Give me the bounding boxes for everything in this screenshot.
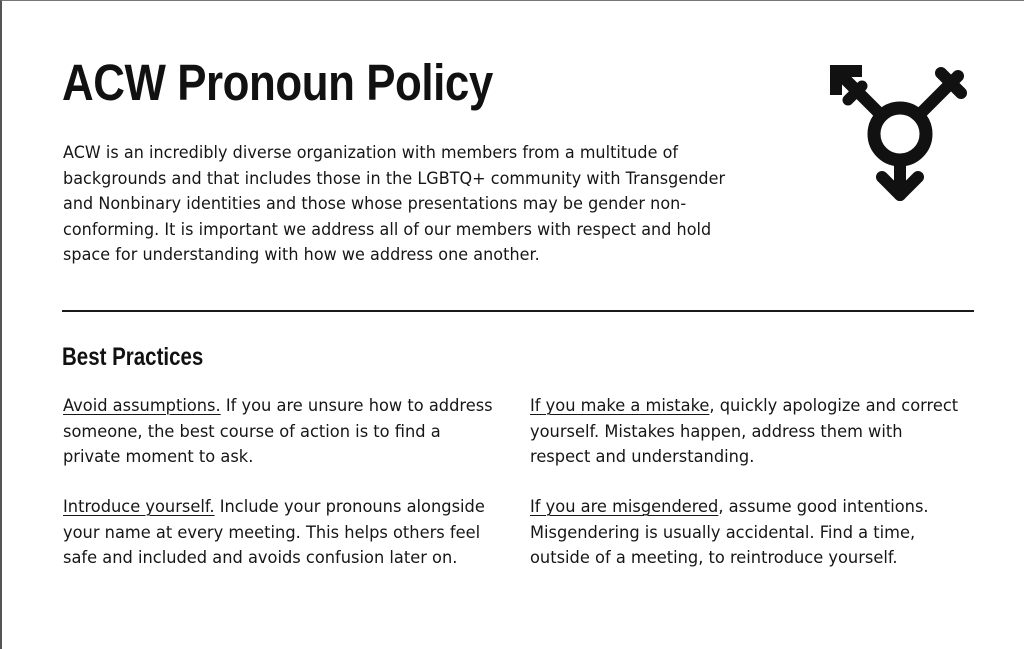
- practice-body: If you are unsure how to address someone, the best course of action is to find a private moment to ask.: [63, 396, 493, 467]
- practice-introduce-yourself: [63, 495, 502, 572]
- practice-lead: Introduce yourself.: [63, 497, 215, 517]
- practice-body: Include your pronouns alongside your name at every meeting. This helps others feel safe and included and avoids confusion later on.: [63, 497, 485, 568]
- practice-body: , quickly apologize and correct yourself. Mistakes happen, address them with respect and understanding.: [530, 396, 959, 467]
- practice-body: , assume good intentions. Misgendering is usually accidental. Find a time, outside of a meeting, to reintroduce yourself.: [530, 497, 929, 568]
- practice-lead: If you make a mistake: [530, 396, 710, 416]
- practice-lead: If you are misgendered: [530, 497, 719, 517]
- intro-paragraph: ACW is an incredibly diverse organization with members from a multitude of backgrounds and that includes those in the LGBTQ+ community with Transgender and Nonbinary identities and those whose presentations may be gender non-conforming. It is important we address all of our members with respect and hold space for understanding with how we address one another.: [63, 143, 726, 266]
- practice-lead: Avoid assumptions.: [63, 396, 221, 416]
- page-title: ACW Pronoun Policy: [62, 54, 493, 111]
- practice-make-a-mistake: [530, 394, 965, 471]
- practice-misgendered: [530, 495, 965, 572]
- practice-avoid-assumptions: [63, 394, 502, 471]
- section-divider: [62, 310, 974, 312]
- best-practices-heading: Best Practices: [62, 343, 204, 371]
- transgender-symbol-icon: [824, 59, 976, 209]
